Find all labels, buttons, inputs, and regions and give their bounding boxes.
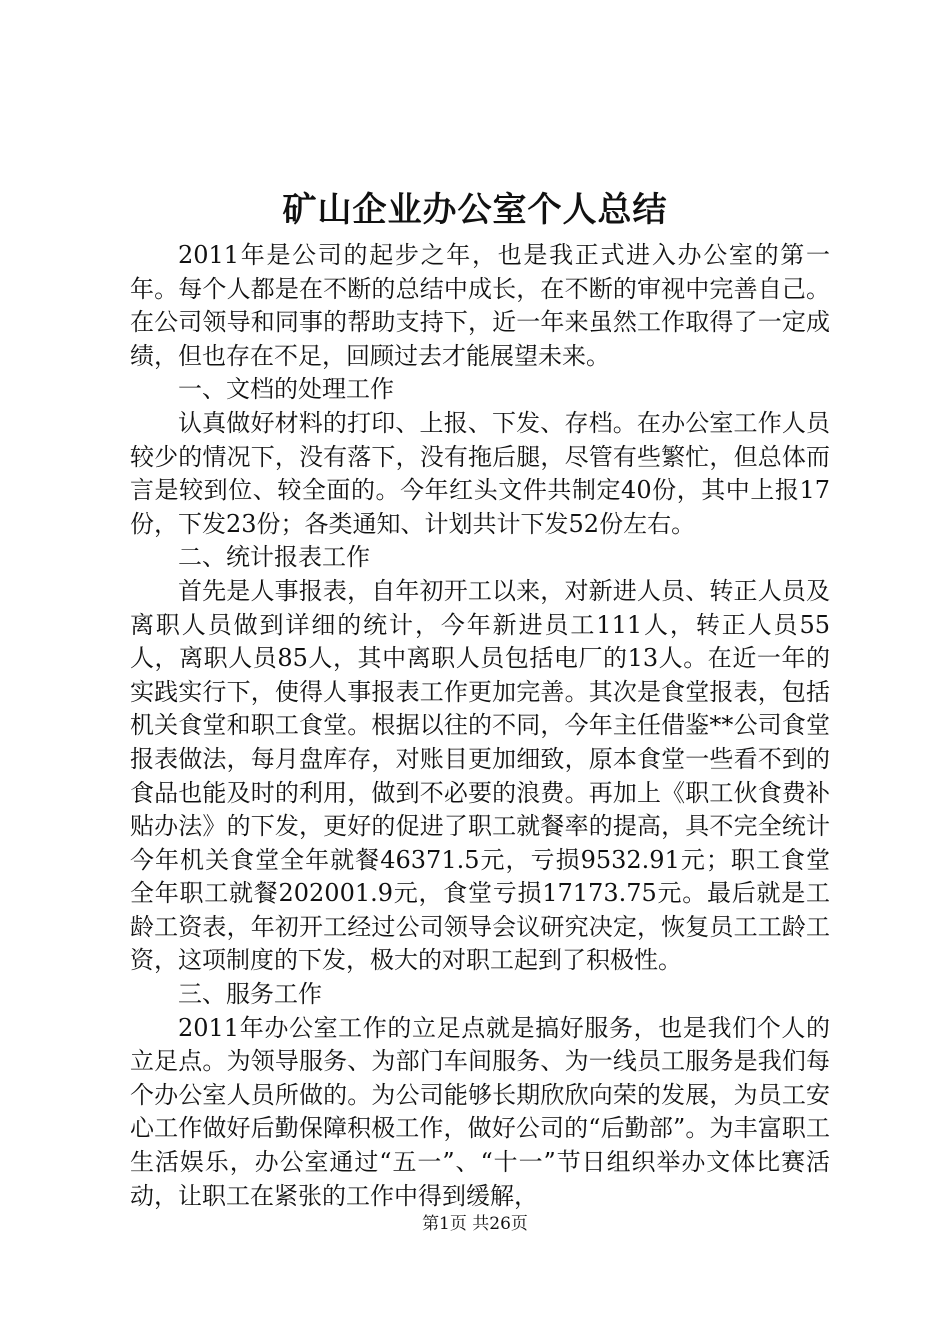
paragraph-section-2: 首先是人事报表，自年初开工以来，对新进人员、转正人员及离职人员做到详细的统计，今年新进员工111人，转正人员55人，离职人员85人，其中离职人员包括电厂的13人。在近一年的实践实行下，使得人事报表工作更加完善。其次是食堂报表，包括机关食堂和职工食堂。根据以往的不同，今年主任借鉴**公司食堂报表做法，每月盘库存，对账目更加细致，原本食堂一些看不到的食品也能及时的利用，做到不必要的浪费。再加上《职工伙食费补贴办法》的下发，更好的促进了职工就餐率的提高，具不完全统计今年机关食堂全年就餐46371.5元，亏损9532.91元；职工食堂全年职工就餐202001.9元，食堂亏损17173.75元。最后就是工龄工资表，年初开工经过公司领导会议研究决定，恢复员工工龄工资，这项制度的下发，极大的对职工起到了积极性。 [130,576,830,975]
section-heading-1: 一、文档的处理工作 [178,375,394,404]
paragraph-section-1: 认真做好材料的打印、上报、下发、存档。在办公室工作人员较少的情况下，没有落下，没有拖后腿，尽管有些繁忙，但总体而言是较到位、较全面的。今年红头文件共制定40份，其中上报17份，下发23份；各类通知、计划共计下发52份左右。 [130,408,830,538]
paragraph-section-3: 2011年办公室工作的立足点就是搞好服务，也是我们个人的立足点。为领导服务、为部门车间服务、为一线员工服务是我们每个办公室人员所做的。为公司能够长期欣欣向荣的发展，为员工安心工作做好后勤保障积极工作，做好公司的“后勤部”。为丰富职工生活娱乐，办公室通过“五一”、“十一”节日组织举办文体比赛活动，让职工在紧张的工作中得到缓解， [130,1013,830,1210]
page-number-footer: 第1页 共26页 [422,1214,528,1234]
section-heading-3: 三、服务工作 [178,980,322,1009]
document-title: 矿山企业办公室个人总结 [282,190,668,230]
document-body [130,239,830,1213]
paragraph-intro: 2011年是公司的起步之年，也是我正式进入办公室的第一年。每个人都是在不断的总结中成长，在不断的审视中完善自己。在公司领导和同事的帮助支持下，近一年来虽然工作取得了一定成绩，但也存在不足，回顾过去才能展望未来。 [130,241,830,370]
section-heading-2: 二、统计报表工作 [178,543,370,572]
